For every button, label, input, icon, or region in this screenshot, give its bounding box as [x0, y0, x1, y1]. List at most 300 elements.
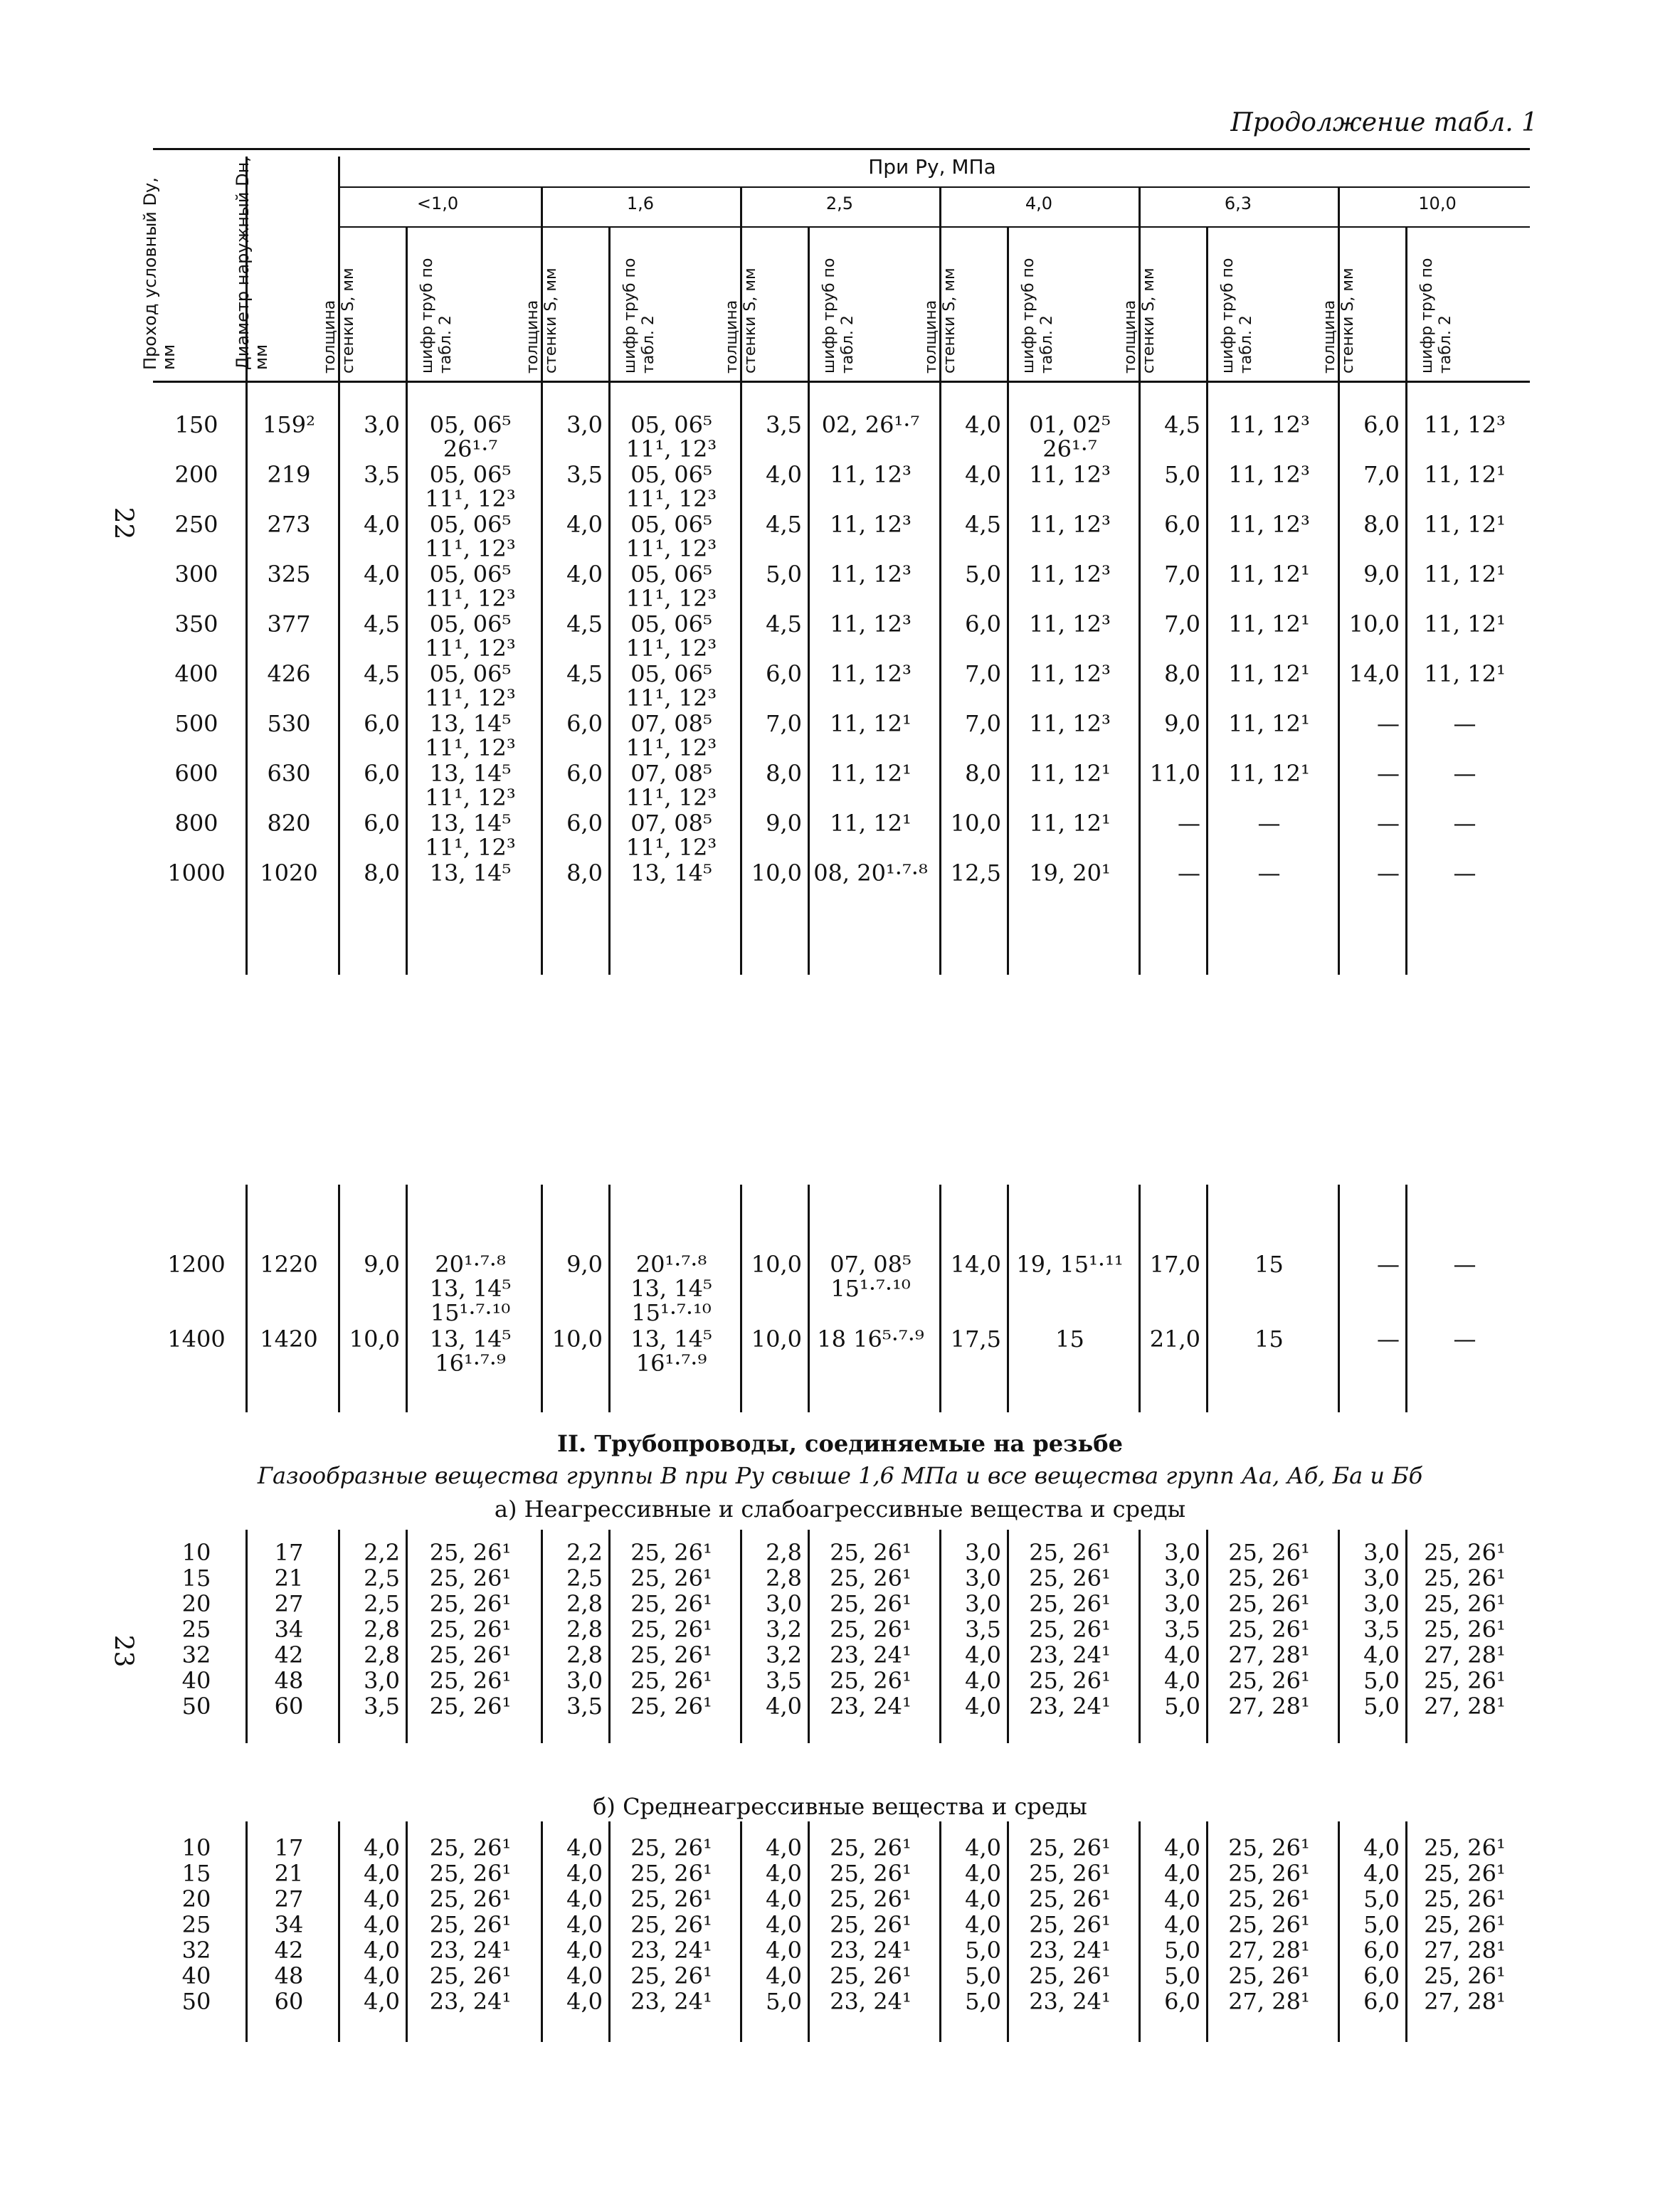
code-cell: 11, 12¹ [1228, 760, 1310, 787]
dn-cell: 60 [274, 1693, 304, 1720]
thickness-cell: 4,0 [766, 1937, 802, 1964]
sub-thick-header: толщина стенки S, мм [1121, 268, 1158, 374]
thickness-cell: 4,0 [566, 561, 603, 588]
table-col-divider [939, 1185, 941, 1412]
code-cell: — [1257, 859, 1281, 887]
thickness-cell: 4,0 [965, 1693, 1001, 1720]
code-cell: 25, 26¹ [1029, 1885, 1111, 1912]
dn-cell: 273 [267, 511, 311, 538]
sub-thick-header: толщина стенки S, мм [524, 268, 560, 374]
thickness-cell: — [1377, 810, 1400, 837]
thickness-cell: 3,0 [1363, 1539, 1400, 1566]
code-cell: 25, 26¹ [630, 1860, 712, 1887]
thickness-cell: 17,0 [1149, 1251, 1200, 1278]
code-cell: 25, 26¹ [1228, 1616, 1310, 1643]
thickness-cell: 4,0 [965, 1911, 1001, 1938]
code-cell: 25, 26¹ [630, 1539, 712, 1566]
code-cell: 11, 12¹ [830, 710, 912, 737]
thickness-cell: 3,0 [566, 1667, 603, 1694]
thickness-cell: 5,0 [965, 1988, 1001, 2015]
thickness-cell: 7,0 [965, 660, 1001, 687]
code-cell: 25, 26¹ [429, 1911, 512, 1938]
dy-cell: 20 [181, 1885, 211, 1912]
code-cell: 15 [1055, 1326, 1084, 1353]
dy-cell: 20 [181, 1590, 211, 1617]
pressure-0: <1,0 [416, 194, 459, 213]
thickness-cell: 7,0 [1164, 610, 1200, 637]
code-cell: 11, 12¹ [1424, 461, 1506, 488]
dn-cell: 34 [274, 1911, 304, 1938]
dy-cell: 400 [174, 660, 218, 687]
thickness-cell: 4,0 [965, 1885, 1001, 1912]
code-cell: 25, 26¹ [630, 1693, 712, 1720]
code-cell: 23, 24¹ [830, 1641, 912, 1668]
code-cell: 23, 24¹ [630, 1988, 712, 2015]
code-cell: 25, 26¹ [1029, 1911, 1111, 1938]
code-cell: 20¹·⁷·⁸ 13, 14⁵ 15¹·⁷·¹⁰ [429, 1251, 512, 1326]
thickness-cell: 2,8 [364, 1641, 400, 1668]
code-cell: 25, 26¹ [429, 1590, 512, 1617]
thickness-cell: 4,0 [566, 1937, 603, 1964]
code-cell: 11, 12³ [1424, 411, 1506, 438]
thickness-cell: 12,5 [950, 859, 1001, 887]
thickness-cell: 4,5 [566, 610, 603, 637]
code-cell: 27, 28¹ [1228, 1988, 1310, 2015]
thickness-cell: 7,0 [766, 710, 802, 737]
sub-code-header: шифр труб по табл. 2 [1020, 258, 1056, 374]
dy-cell: 25 [181, 1911, 211, 1938]
code-cell: 05, 06⁵ 11¹, 12³ [625, 561, 717, 612]
dy-cell: 32 [181, 1641, 211, 1668]
thickness-cell: 2,5 [566, 1565, 603, 1592]
thickness-cell: 9,0 [566, 1251, 603, 1278]
code-cell: 07, 08⁵ 11¹, 12³ [625, 710, 717, 761]
dy-cell: 150 [174, 411, 218, 438]
thickness-cell: 4,0 [566, 1988, 603, 2015]
code-cell: 05, 06⁵ 11¹, 12³ [625, 461, 717, 512]
code-cell: 13, 14⁵ 11¹, 12³ [425, 810, 516, 861]
dn-cell: 60 [274, 1988, 304, 2015]
code-cell: 25, 26¹ [1228, 1860, 1310, 1887]
dn-cell: 1020 [260, 859, 318, 887]
thickness-cell: 4,0 [965, 1667, 1001, 1694]
code-cell: 25, 26¹ [1228, 1885, 1310, 1912]
code-cell: 19, 15¹·¹¹ [1016, 1251, 1124, 1278]
thickness-cell: 2,8 [766, 1565, 802, 1592]
thickness-cell: 9,0 [364, 1251, 400, 1278]
code-cell: 15 [1254, 1251, 1284, 1278]
code-cell: 11, 12¹ [1424, 610, 1506, 637]
thickness-cell: 21,0 [1149, 1326, 1200, 1353]
sub-code-header: шифр труб по табл. 2 [820, 258, 857, 374]
code-cell: 25, 26¹ [1228, 1667, 1310, 1694]
code-cell: 11, 12¹ [1029, 810, 1111, 837]
thickness-cell: 3,0 [766, 1590, 802, 1617]
thickness-cell: 3,0 [965, 1539, 1001, 1566]
thickness-cell: 4,5 [364, 660, 400, 687]
thickness-cell: 7,0 [965, 710, 1001, 737]
code-cell: 23, 24¹ [1029, 1693, 1111, 1720]
code-cell: 25, 26¹ [630, 1911, 712, 1938]
thickness-cell: 4,0 [364, 1988, 400, 2015]
code-cell: 25, 26¹ [1228, 1590, 1310, 1617]
thickness-cell: 4,5 [965, 511, 1001, 538]
code-cell: 27, 28¹ [1424, 1693, 1506, 1720]
dy-cell: 1400 [167, 1326, 226, 1353]
thickness-cell: 3,5 [1164, 1616, 1200, 1643]
code-cell: 25, 26¹ [1424, 1590, 1506, 1617]
dn-cell: 48 [274, 1667, 304, 1694]
thickness-cell: 4,0 [766, 1885, 802, 1912]
thickness-cell: 2,8 [566, 1590, 603, 1617]
dn-cell: 27 [274, 1885, 304, 1912]
thickness-cell: 6,0 [364, 760, 400, 787]
code-cell: 25, 26¹ [1424, 1885, 1506, 1912]
sub-code-header: шифр труб по табл. 2 [1418, 258, 1454, 374]
thickness-cell: 5,0 [1363, 1693, 1400, 1720]
code-cell: 25, 26¹ [1424, 1962, 1506, 1989]
pressure-4: 6,3 [1224, 194, 1252, 213]
thickness-cell: 6,0 [965, 610, 1001, 637]
thickness-cell: 3,0 [364, 1667, 400, 1694]
thickness-cell: 5,0 [766, 561, 802, 588]
thickness-cell: 3,5 [965, 1616, 1001, 1643]
code-cell: 05, 06⁵ 11¹, 12³ [625, 411, 717, 462]
code-cell: 13, 14⁵ [429, 859, 512, 887]
code-cell: 11, 12¹ [1424, 561, 1506, 588]
dy-cell: 15 [181, 1565, 211, 1592]
code-cell: 25, 26¹ [429, 1616, 512, 1643]
code-cell: 11, 12³ [1228, 511, 1310, 538]
code-cell: 15 [1254, 1326, 1284, 1353]
code-cell: 25, 26¹ [1029, 1565, 1111, 1592]
code-cell: 25, 26¹ [1228, 1539, 1310, 1566]
code-cell: 13, 14⁵ 16¹·⁷·⁹ [429, 1326, 512, 1377]
code-cell: 13, 14⁵ [630, 859, 712, 887]
thickness-cell: 2,2 [566, 1539, 603, 1566]
thickness-cell: 4,0 [1363, 1860, 1400, 1887]
code-cell: 11, 12³ [1029, 461, 1111, 488]
code-cell: — [1257, 810, 1281, 837]
table-col-divider [1206, 1185, 1208, 1412]
code-cell: 05, 06⁵ 26¹·⁷ [429, 411, 512, 462]
code-cell: 25, 26¹ [429, 1860, 512, 1887]
dn-cell: 17 [274, 1539, 304, 1566]
code-cell: 25, 26¹ [1029, 1860, 1111, 1887]
code-cell: 27, 28¹ [1424, 1641, 1506, 1668]
thickness-cell: 9,0 [1164, 710, 1200, 737]
code-cell: — [1453, 859, 1476, 887]
code-cell: 05, 06⁵ 11¹, 12³ [425, 610, 516, 662]
code-cell: 25, 26¹ [830, 1860, 912, 1887]
dy-cell: 300 [174, 561, 218, 588]
code-cell: 11, 12³ [1029, 710, 1111, 737]
code-cell: 25, 26¹ [429, 1565, 512, 1592]
pressure-1: 1,6 [626, 194, 655, 213]
code-cell: 27, 28¹ [1228, 1641, 1310, 1668]
code-cell: 11, 12³ [830, 610, 912, 637]
code-cell: 23, 24¹ [429, 1988, 512, 2015]
thickness-cell: 3,2 [766, 1616, 802, 1643]
thickness-cell: 6,0 [1363, 1937, 1400, 1964]
thickness-cell: 6,0 [1363, 1962, 1400, 1989]
code-cell: 27, 28¹ [1424, 1937, 1506, 1964]
code-cell: 05, 06⁵ 11¹, 12³ [425, 660, 516, 711]
thickness-cell: 2,8 [364, 1616, 400, 1643]
thickness-cell: 4,0 [965, 1834, 1001, 1861]
thickness-cell: 4,5 [364, 610, 400, 637]
thickness-cell: 5,0 [766, 1988, 802, 2015]
thickness-cell: 3,0 [1164, 1590, 1200, 1617]
table-col-divider [245, 1185, 248, 1412]
thickness-cell: 6,0 [364, 710, 400, 737]
code-cell: 25, 26¹ [1228, 1565, 1310, 1592]
code-cell: 25, 26¹ [429, 1962, 512, 1989]
dy-cell: 1000 [167, 859, 226, 887]
sub-thick-header: толщина стенки S, мм [1321, 268, 1357, 374]
thickness-cell: — [1377, 760, 1400, 787]
thickness-cell: 6,0 [1363, 411, 1400, 438]
thickness-cell: 3,0 [1363, 1565, 1400, 1592]
code-cell: 11, 12¹ [1228, 660, 1310, 687]
thickness-cell: 4,0 [566, 1860, 603, 1887]
code-cell: 25, 26¹ [429, 1667, 512, 1694]
thickness-cell: 4,0 [766, 1693, 802, 1720]
thickness-cell: 4,0 [364, 1937, 400, 1964]
dn-cell: 820 [267, 810, 311, 837]
thickness-cell: 4,0 [1164, 1860, 1200, 1887]
dn-cell: 377 [267, 610, 311, 637]
thickness-cell: 2,5 [364, 1590, 400, 1617]
thickness-cell: 14,0 [950, 1251, 1001, 1278]
thickness-cell: 5,0 [1164, 1937, 1200, 1964]
thickness-cell: 3,0 [1363, 1590, 1400, 1617]
table-head-bottom-rule [153, 381, 1530, 383]
thickness-cell: — [1178, 859, 1200, 887]
thickness-cell: 10,0 [551, 1326, 603, 1353]
code-cell: 25, 26¹ [1029, 1834, 1111, 1861]
pressure-header: При Pу, МПа [868, 155, 996, 179]
thickness-cell: 6,0 [566, 710, 603, 737]
code-cell: 25, 26¹ [630, 1962, 712, 1989]
code-cell: 25, 26¹ [630, 1565, 712, 1592]
dn-cell: 530 [267, 710, 311, 737]
thickness-cell: 3,2 [766, 1641, 802, 1668]
thickness-cell: 6,0 [766, 660, 802, 687]
thickness-cell: 9,0 [1363, 561, 1400, 588]
code-cell: 25, 26¹ [1029, 1962, 1111, 1989]
dy-cell: 1200 [167, 1251, 226, 1278]
code-cell: 25, 26¹ [429, 1834, 512, 1861]
thickness-cell: 4,0 [1363, 1834, 1400, 1861]
code-cell: 25, 26¹ [1424, 1616, 1506, 1643]
table-col-divider [541, 1185, 543, 1412]
thickness-cell: 4,0 [566, 1885, 603, 1912]
thickness-cell: 4,0 [364, 511, 400, 538]
thickness-cell: — [1377, 859, 1400, 887]
code-cell: 27, 28¹ [1228, 1937, 1310, 1964]
code-cell: 11, 12³ [1029, 561, 1111, 588]
code-cell: 25, 26¹ [1424, 1911, 1506, 1938]
code-cell: 25, 26¹ [1424, 1667, 1506, 1694]
code-cell: 25, 26¹ [1424, 1834, 1506, 1861]
dn-cell: 426 [267, 660, 311, 687]
table-col-divider [1007, 1185, 1009, 1412]
dn-cell: 21 [274, 1565, 304, 1592]
code-cell: 23, 24¹ [630, 1937, 712, 1964]
code-cell: 13, 14⁵ 11¹, 12³ [425, 760, 516, 811]
code-cell: 11, 12¹ [1228, 610, 1310, 637]
code-cell: — [1453, 810, 1476, 837]
thickness-cell: — [1377, 1326, 1400, 1353]
thickness-cell: 4,0 [1164, 1911, 1200, 1938]
thickness-cell: 8,0 [364, 859, 400, 887]
thickness-cell: 5,0 [1164, 1962, 1200, 1989]
dn-cell: 630 [267, 760, 311, 787]
dn-cell: 42 [274, 1641, 304, 1668]
dy-cell: 10 [181, 1834, 211, 1861]
dy-cell: 500 [174, 710, 218, 737]
thickness-cell: 3,0 [965, 1565, 1001, 1592]
code-cell: 25, 26¹ [630, 1885, 712, 1912]
thickness-cell: — [1377, 710, 1400, 737]
table-top-rule [153, 148, 1530, 150]
dy-cell: 40 [181, 1667, 211, 1694]
thickness-cell: 2,8 [566, 1641, 603, 1668]
code-cell: 25, 26¹ [830, 1667, 912, 1694]
thickness-cell: 3,0 [566, 411, 603, 438]
thickness-cell: 4,0 [965, 1641, 1001, 1668]
thickness-cell: 3,5 [364, 461, 400, 488]
thickness-cell: 4,0 [1164, 1885, 1200, 1912]
thickness-cell: 4,5 [1164, 411, 1200, 438]
col-dn-header: Диаметр наружный Dн, мм [233, 157, 271, 370]
code-cell: 25, 26¹ [1029, 1616, 1111, 1643]
code-cell: 08, 20¹·⁷·⁸ [813, 859, 928, 887]
page-number-bottom: 23 [108, 1634, 138, 1668]
code-cell: 11, 12¹ [1424, 660, 1506, 687]
thickness-cell: 4,0 [364, 1860, 400, 1887]
code-cell: 05, 06⁵ 11¹, 12³ [625, 610, 717, 662]
code-cell: 11, 12³ [830, 660, 912, 687]
code-cell: 25, 26¹ [1228, 1962, 1310, 1989]
code-cell: 25, 26¹ [630, 1834, 712, 1861]
dn-cell: 17 [274, 1834, 304, 1861]
code-cell: 23, 24¹ [830, 1988, 912, 2015]
dn-cell: 325 [267, 561, 311, 588]
code-cell: — [1453, 710, 1476, 737]
sub-code-header: шифр труб по табл. 2 [621, 258, 657, 374]
thickness-cell: 5,0 [1164, 1693, 1200, 1720]
thickness-cell: 6,0 [364, 810, 400, 837]
col-dy-header: Проход условный Dу, мм [140, 177, 179, 370]
code-cell: 25, 26¹ [630, 1667, 712, 1694]
dn-cell: 34 [274, 1616, 304, 1643]
code-cell: 13, 14⁵ 11¹, 12³ [425, 710, 516, 761]
code-cell: 27, 28¹ [1228, 1693, 1310, 1720]
dy-cell: 600 [174, 760, 218, 787]
thickness-cell: 8,0 [1164, 660, 1200, 687]
thickness-cell: 3,5 [766, 411, 802, 438]
code-cell: 23, 24¹ [830, 1693, 912, 1720]
section-title: II. Трубопроводы, соединяемые на резьбе [557, 1430, 1123, 1457]
thickness-cell: 7,0 [1363, 461, 1400, 488]
code-cell: 25, 26¹ [429, 1885, 512, 1912]
code-cell: 13, 14⁵ 16¹·⁷·⁹ [630, 1326, 712, 1377]
thickness-cell: 6,0 [566, 760, 603, 787]
code-cell: 25, 26¹ [1424, 1539, 1506, 1566]
thickness-cell: 3,0 [1164, 1539, 1200, 1566]
code-cell: 23, 24¹ [1029, 1641, 1111, 1668]
dy-cell: 200 [174, 461, 218, 488]
thickness-cell: 4,0 [766, 1834, 802, 1861]
dn-cell: 1220 [260, 1251, 318, 1278]
thickness-cell: 3,5 [766, 1667, 802, 1694]
thickness-cell: 5,0 [965, 561, 1001, 588]
sub-thick-header: толщина стенки S, мм [321, 268, 357, 374]
table-sub-rule [338, 226, 1530, 228]
thickness-cell: 4,0 [766, 461, 802, 488]
thickness-cell: 4,0 [364, 1962, 400, 1989]
code-cell: 01, 02⁵ 26¹·⁷ [1029, 411, 1111, 462]
thickness-cell: 4,5 [766, 610, 802, 637]
thickness-cell: 7,0 [1164, 561, 1200, 588]
sub-thick-header: толщина стенки S, мм [922, 268, 958, 374]
code-cell: 25, 26¹ [429, 1641, 512, 1668]
code-cell: 25, 26¹ [429, 1693, 512, 1720]
thickness-cell: 3,5 [1363, 1616, 1400, 1643]
thickness-cell: 3,0 [1164, 1565, 1200, 1592]
code-cell: 18 16⁵·⁷·⁹ [817, 1326, 924, 1353]
dy-cell: 40 [181, 1962, 211, 1989]
dy-cell: 50 [181, 1988, 211, 2015]
thickness-cell: 8,0 [1363, 511, 1400, 538]
thickness-cell: 2,8 [766, 1539, 802, 1566]
thickness-cell: 4,0 [566, 1911, 603, 1938]
code-cell: 11, 12³ [1029, 511, 1111, 538]
thickness-cell: 4,0 [566, 1962, 603, 1989]
thickness-cell: 8,0 [766, 760, 802, 787]
code-cell: 11, 12¹ [1228, 710, 1310, 737]
dn-cell: 219 [267, 461, 311, 488]
dy-cell: 25 [181, 1616, 211, 1643]
thickness-cell: — [1178, 810, 1200, 837]
table-header-rule [338, 186, 1530, 188]
code-cell: 20¹·⁷·⁸ 13, 14⁵ 15¹·⁷·¹⁰ [630, 1251, 712, 1326]
code-cell: 25, 26¹ [1228, 1834, 1310, 1861]
thickness-cell: 10,0 [1348, 610, 1400, 637]
thickness-cell: 5,0 [1363, 1911, 1400, 1938]
dy-cell: 15 [181, 1860, 211, 1887]
sub-thick-header: толщина стенки S, мм [723, 268, 759, 374]
code-cell: 05, 06⁵ 11¹, 12³ [625, 511, 717, 562]
code-cell: 05, 06⁵ 11¹, 12³ [425, 561, 516, 612]
thickness-cell: 4,0 [965, 411, 1001, 438]
code-cell: 25, 26¹ [830, 1616, 912, 1643]
code-cell: 19, 20¹ [1029, 859, 1111, 887]
pressure-5: 10,0 [1418, 194, 1457, 213]
thickness-cell: 14,0 [1348, 660, 1400, 687]
code-cell: 25, 26¹ [830, 1539, 912, 1566]
thickness-cell: 3,5 [566, 1693, 603, 1720]
code-cell: 11, 12³ [1029, 610, 1111, 637]
dy-cell: 250 [174, 511, 218, 538]
sub-code-header: шифр труб по табл. 2 [418, 258, 455, 374]
dy-cell: 800 [174, 810, 218, 837]
code-cell: 11, 12³ [1228, 461, 1310, 488]
thickness-cell: 5,0 [1164, 461, 1200, 488]
code-cell: 11, 12¹ [830, 760, 912, 787]
